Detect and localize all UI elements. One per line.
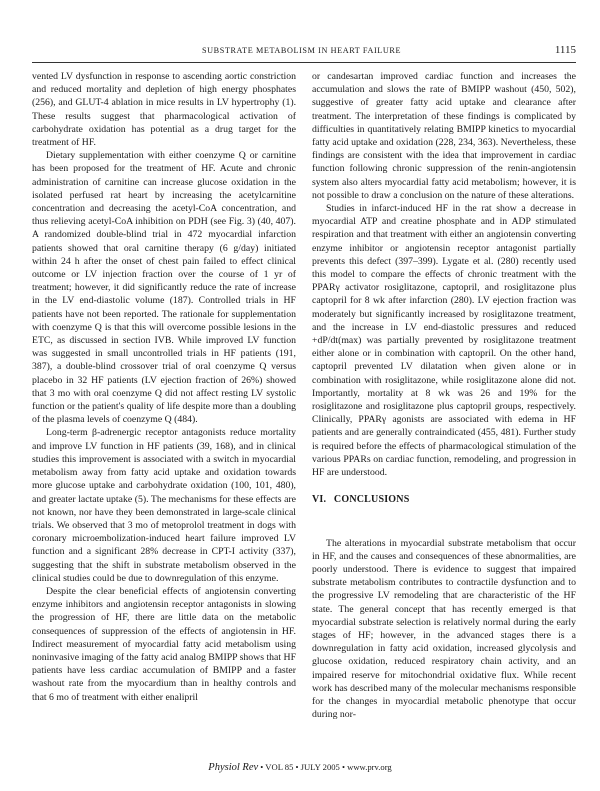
header-rule xyxy=(32,62,576,63)
paragraph: or candesartan improved cardiac function and increases the accumulation and slows the rate of BMIPP washout (450, 502), suggestive of greater fatty acid uptake and clearance after treatment. The interpretation of these findings is complicated by difficulties in quantitatively relating BMIPP kinetics to myocardial fatty acid uptake and oxidation (228, 234, 363). Nevertheless, these findings are consistent with the idea that improvement in cardiac function following chronic suppression of the renin-angiotensin system also alters myocardial fatty acid metabolism; however, it is not possible to draw a conclusion on the nature of these alterations. xyxy=(312,71,576,201)
running-title: SUBSTRATE METABOLISM IN HEART FAILURE xyxy=(202,46,402,55)
right-column xyxy=(312,70,576,721)
paragraph: Long-term β-adrenergic receptor antagonists reduce mortality and improve LV function in HF patients (39, 168), and in clinical studies this improvement is associated with a switch in myocardial metabolism away from fatty acid uptake and oxidation towards more glucose uptake and carbohydrate oxidation (100, 101, 480), and greater lactate uptake (5). The mechanisms for these effects are not known, nor have they been demonstrated in large-scale clinical trials. We observed that 3 mo of metoprolol treatment in dogs with coronary microembolization-induced heart failure improved LV function and a significant 28% decrease in CPT-I activity (337), suggesting that the shift in substrate metabolism observed in the clinical studies could be due to downregulation of this enzyme. xyxy=(32,427,296,584)
page-footer xyxy=(0,762,600,773)
section-number: VI. xyxy=(312,494,327,506)
page-number: 1115 xyxy=(554,44,576,56)
paragraph: Despite the clear beneficial effects of angiotensin converting enzyme inhibitors and angiotensin receptor antagonists in slowing the progression of HF, there are little data on the metabolic consequences of suppression of the effects of angiotensin in HF. Indirect measurement of myocardial fatty acid metabolism using noninvasive imaging of the fatty acid analog BMIPP shows that HF patients have less cardiac accumulation of BMIPP and a faster washout rate from the myocardium than in healthy controls and that 6 mo of treatment with either enalipril xyxy=(32,585,296,703)
footer-citation: • VOL 85 • JULY 2005 • www.prv.org xyxy=(258,762,392,772)
paragraph: The alterations in myocardial substrate metabolism that occur in HF, and the causes and consequences of these abnormalities, are poorly understood. There is evidence to suggest that impaired substrate metabolism contributes to contractile dysfunction and to the progressive LV remodeling that are characteristic of the HF state. The general concept that has recently emerged is that myocardial substrate selection is relatively normal during the early stages of HF; however, in the advanced stages there is a downregulation in fatty acid oxidation, increased glycolysis and glucose oxidation, reduced respiratory chain activity, and an impaired reserve for mitochondrial oxidative flux. While recent work has described many of the molecular mechanisms responsible for the changes in myocardial metabolic phenotype that occur during nor- xyxy=(312,537,576,721)
journal-name: Physiol Rev xyxy=(208,762,259,773)
section-title: CONCLUSIONS xyxy=(333,494,410,506)
page-header xyxy=(32,44,576,60)
paragraph: Dietary supplementation with either coenzyme Q or carnitine has been proposed for the treatment of HF. Acute and chronic administration of carnitine can increase glucose oxidation in the isolated perfused rat heart by increasing the acetylcarnitine concentration and decreasing the acetyl-CoA concentration, and thus relieving acetyl-CoA inhibition on PDH (see Fig. 3) (40, 407). A randomized double-blind trial in 472 myocardial infarction patients showed that oral carnitine therapy (6 g/day) initiated within 24 h after the onset of chest pain failed to effect clinical outcome or LV injection fraction over the course of 1 yr of treatment; however, it did significantly reduce the rate of increase in the LV end-diastolic volume (187). Controlled trials in HF patients have not been reported. The rationale for supplementation with coenzyme Q is that this will overcome possible lesions in the ETC, as discussed in section IVB. While improved LV function was suggested in small uncontrolled trials in HF patients (191, 387), a double-blind crossover trial of oral coenzyme Q versus placebo in 32 HF patients (LV ejection fraction of 26%) showed that 3 mo with oral coenzyme Q did not affect resting LV systolic function or the patient's quality of life despite more than a doubling of the plasma levels of coenzyme Q (484). xyxy=(32,150,296,426)
section-heading xyxy=(312,493,576,506)
paragraph: Studies in infarct-induced HF in the rat show a decrease in myocardial ATP and creatine phosphate and in ADP stimulated respiration and that treatment with either an angiotensin converting enzyme inhibitor or angiotensin receptor antagonist partially prevents this defect (397–399). Lygate et al. (280) recently used this model to compare the effects of chronic treatment with the PPARγ activator rosiglitazone, captopril, and rosiglitazone plus captopril for 8 wk after infarction (280). LV ejection fraction was moderately but significantly increased by rosiglitazone treatment, and the increase in LV end-diastolic pressures and reduced +dP/dt(max) was partially prevented by rosiglitazone treatment either alone or in combination with captopril. On the other hand, captopril prevented LV dilatation when given alone or in combination with rosiglitazone, while rosiglitazone alone did not. Importantly, mortality at 8 wk was 26 and 19% for the rosiglitazone and rosiglitazone plus captopril groups, respectively. Clinically, PPARγ agonists are associated with edema in HF patients and are generally contraindicated (455, 481). Further study is required before the effects of pharmacological stimulation of the various PPARs on cardiac function, remodeling, and progression in HF are understood. xyxy=(312,203,576,479)
paragraph: vented LV dysfunction in response to ascending aortic constriction and reduced mortality and depletion of high energy phosphates (256), and GLUT-4 ablation in mice results in LV hypertrophy (1). These results suggest that pharmacological activation of carbohydrate oxidation has potential as a drug target for the treatment of HF. xyxy=(32,71,296,149)
left-column xyxy=(32,70,296,704)
